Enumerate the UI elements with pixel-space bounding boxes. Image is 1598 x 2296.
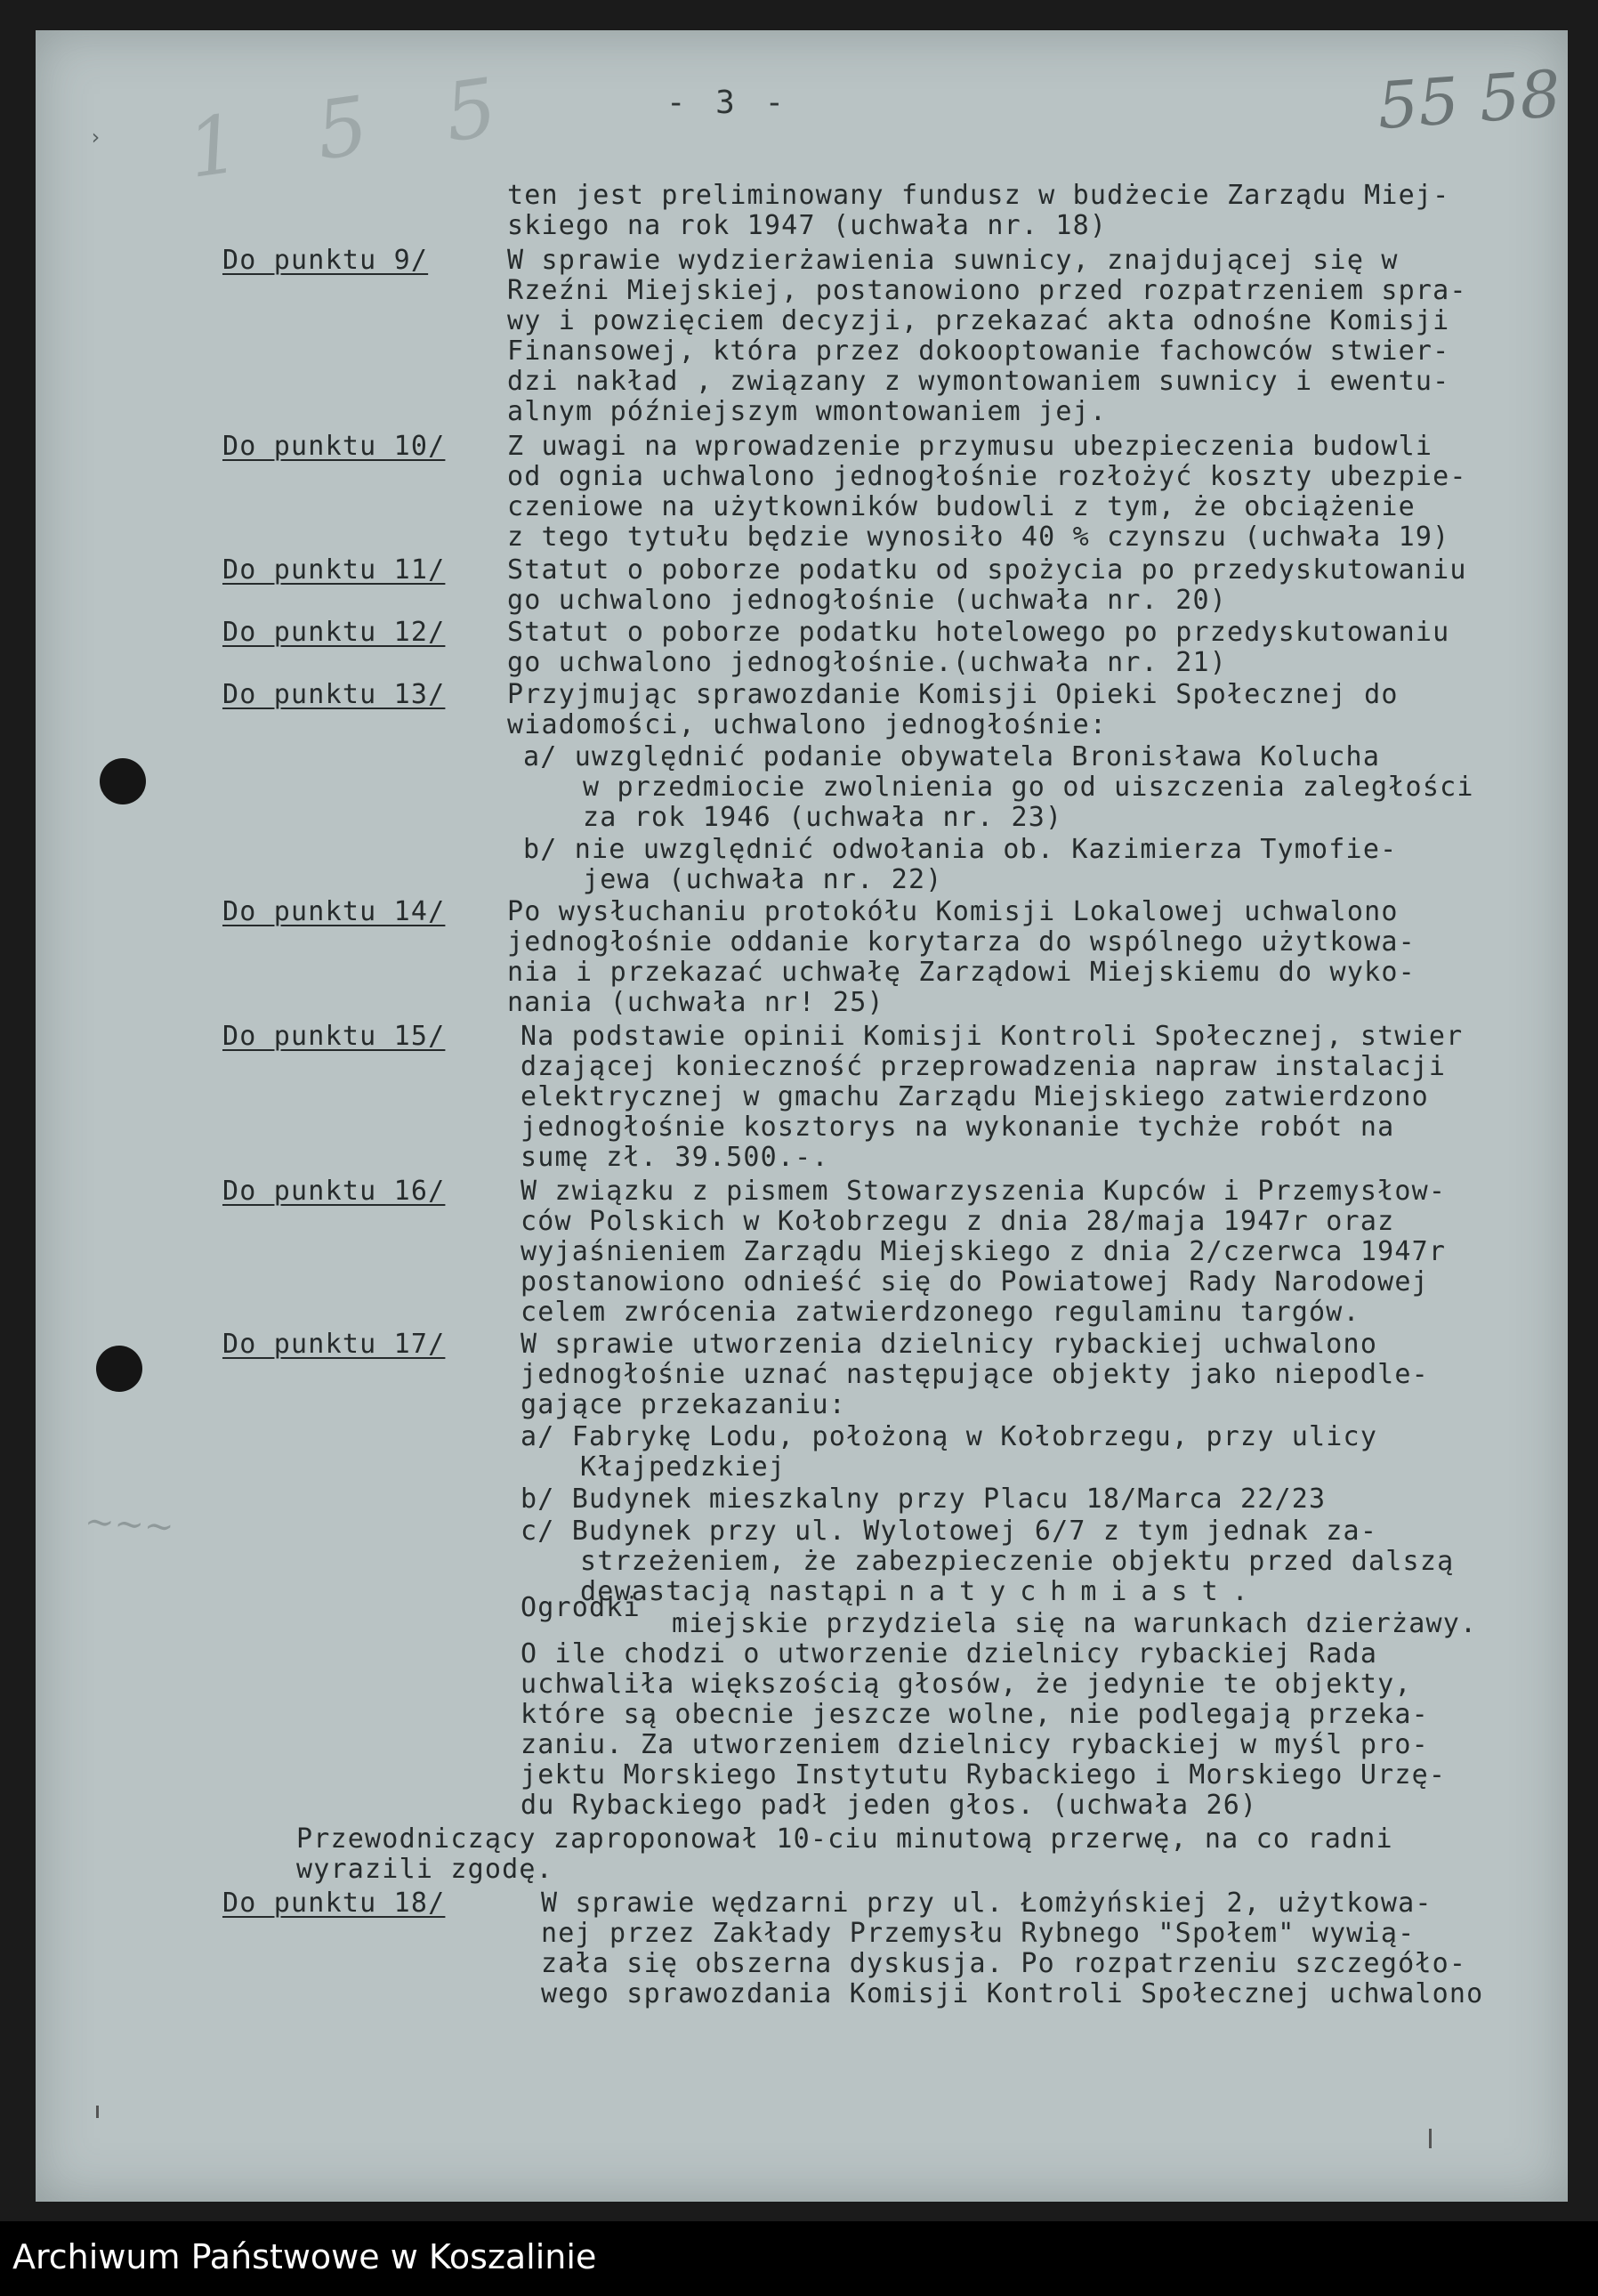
text-line: które są obecnie jeszcze wolne, nie podlegają przeka- [521, 1699, 1429, 1730]
text-line: dzi nakład , związany z wymontowaniem suwnicy i ewentu- [507, 366, 1450, 397]
text-line: W sprawie wędzarni przy ul. Łomżyńskiej 2, użytkowa- [541, 1888, 1433, 1919]
text-line: Przewodniczący zaproponował 10-ciu minutową przerwę, na co radni [296, 1823, 1393, 1855]
text-line: wyrazili zgodę. [296, 1854, 553, 1885]
folio-number: 55 58 [1375, 55, 1563, 144]
section-label: Do punktu 16/ [222, 1176, 446, 1207]
text-line: Przyjmując sprawozdanie Komisji Opieki Społecznej do [507, 679, 1399, 710]
text-line: b/ Budynek mieszkalny przy Placu 18/Marca 22/23 [521, 1484, 1327, 1515]
text-line: miejskie przydziela się na warunkach dzierżawy. [672, 1608, 1478, 1639]
text-line: jednogłośnie kosztorys na wykonanie tychże robót na [521, 1112, 1395, 1143]
archive-footer-bar [0, 2221, 1598, 2296]
text-line: celem zwrócenia zatwierdzonego regulaminu targów. [521, 1297, 1360, 1328]
text-line: a/ Fabrykę Lodu, położoną w Kołobrzegu, przy ulicy [521, 1421, 1378, 1452]
text-line: nia i przekazać uchwałę Zarządowi Miejskiemu do wyko- [507, 957, 1416, 988]
section-label: Do punktu 15/ [222, 1021, 446, 1052]
text-line: wyjaśnieniem Zarządu Miejskiego z dnia 2/czerwca 1947r [521, 1236, 1447, 1267]
text-line: W sprawie wydzierżawienia suwnicy, znajdującej się w [507, 245, 1399, 276]
text-line: W związku z pismem Stowarzyszenia Kupców i Przemysłow- [521, 1176, 1447, 1207]
text-line: Finansowej, która przez dokooptowanie fachowców stwier- [507, 336, 1450, 367]
text-line: w przedmiocie zwolnienia go od uiszczenia zaległości [583, 772, 1474, 803]
text-line: c/ Budynek przy ul. Wylotowej 6/7 z tym jednak za- [521, 1516, 1378, 1547]
section-label: Do punktu 12/ [222, 617, 446, 648]
margin-arrow-mark: › [89, 125, 102, 150]
text-line: du Rybackiego padł jeden głos. (uchwała 26) [521, 1790, 1258, 1821]
section-label: Do punktu 13/ [222, 679, 446, 710]
section-label: Do punktu 9/ [222, 245, 429, 276]
text-line: nej przez Zakłady Przemysłu Rybnego "Społem" wywią- [541, 1918, 1416, 1949]
text-line: elektrycznej w gmachu Zarządu Miejskiego zatwierdzono [521, 1081, 1429, 1112]
text-line: od ognia uchwalono jednogłośnie rozłożyć koszty ubezpie- [507, 461, 1467, 492]
text-line: strzeżeniem, że zabezpieczenie objektu przed dalszą [580, 1546, 1455, 1577]
margin-scribble: ~~~ [83, 1500, 176, 1548]
text-line: dzającej konieczność przeprowadzenia napraw instalacji [521, 1051, 1447, 1082]
archive-name: Archiwum Państwowe w Koszalinie [12, 2237, 597, 2276]
page-number: - 3 - [666, 85, 790, 121]
text-line: wy i powzięciem decyzji, przekazać akta odnośne Komisji [507, 305, 1450, 336]
text-line: wego sprawozdania Komisji Kontroli Społecznej uchwalono [541, 1978, 1484, 2009]
text-line: natychmiast. [899, 1576, 1263, 1607]
text-line: go uchwalono jednogłośnie.(uchwała nr. 21) [507, 647, 1227, 678]
section-label: Do punktu 11/ [222, 554, 446, 586]
text-line: czeniowe na użytkowników budowli z tym, że obciążenie [507, 491, 1416, 522]
text-line: jednogłośnie oddanie korytarza do wspólnego użytkowa- [507, 926, 1416, 958]
text-line: Po wysłuchaniu protokółu Komisji Lokalowej uchwalono [507, 896, 1399, 927]
text-line: b/ nie uwzględnić odwołania ob. Kazimierza Tymofie- [523, 834, 1398, 865]
text-line: Rzeźni Miejskiej, postanowiono przed rozpatrzeniem spra- [507, 275, 1467, 306]
text-line: dewastacją nastąpi [580, 1576, 889, 1607]
text-line: uchwaliła większością głosów, że jedynie te objekty, [521, 1669, 1412, 1700]
text-line: ców Polskich w Kołobrzegu z dnia 28/maja 1947r oraz [521, 1206, 1395, 1237]
text-line: a/ uwzględnić podanie obywatela Bronisława Kolucha [523, 741, 1381, 772]
text-line: W sprawie utworzenia dzielnicy rybackiej uchwalono [521, 1329, 1378, 1360]
pencil-annotation: 1 5 5 [182, 57, 529, 197]
text-line: za rok 1946 (uchwała nr. 23) [583, 802, 1063, 833]
text-line: gające przekazaniu: [521, 1389, 846, 1420]
text-line: jednogłośnie uznać następujące objekty jako niepodle- [521, 1359, 1429, 1390]
text-line: z tego tytułu będzie wynosiło 40 % czynszu (uchwała 19) [507, 521, 1450, 553]
text-line: zaniu. Za utworzeniem dzielnicy rybackiej w myśl pro- [521, 1729, 1429, 1760]
text-line: sumę zł. 39.500.-. [521, 1142, 829, 1173]
text-line: jewa (uchwała nr. 22) [583, 864, 943, 895]
text-line: postanowiono odnieść się do Powiatowej Rady Narodowej [521, 1266, 1429, 1298]
text-line: Kłajpedzkiej [580, 1451, 787, 1483]
text-line: jektu Morskiego Instytutu Rybackiego i Morskiego Urzę- [521, 1759, 1447, 1791]
text-line: wiadomości, uchwalono jednogłośnie: [507, 709, 1108, 740]
text-line: zała się obszerna dyskusja. Po rozpatrzeniu szczegóło- [541, 1948, 1467, 1979]
text-line: Statut o poborze podatku hotelowego po przedyskutowaniu [507, 617, 1450, 648]
section-label: Do punktu 18/ [222, 1888, 446, 1919]
section-label: Do punktu 14/ [222, 896, 446, 927]
section-label: Do punktu 17/ [222, 1329, 446, 1360]
text-line: go uchwalono jednogłośnie (uchwała nr. 20) [507, 585, 1227, 616]
text-line: Na podstawie opinii Komisji Kontroli Społecznej, stwier [521, 1021, 1464, 1052]
text-line: Statut o poborze podatku od spożycia po przedyskutowaniu [507, 554, 1467, 586]
text-line: Z uwagi na wprowadzenie przymusu ubezpieczenia budowli [507, 431, 1433, 462]
text-line: ten jest preliminowany fundusz w budżecie Zarządu Miej- [507, 180, 1450, 211]
text-line: Ogrodki [521, 1592, 641, 1623]
section-label: Do punktu 10/ [222, 431, 446, 462]
text-line: O ile chodzi o utworzenie dzielnicy rybackiej Rada [521, 1638, 1378, 1669]
text-line: alnym późniejszym wmontowaniem jej. [507, 396, 1108, 427]
text-line: nania (uchwała nr! 25) [507, 987, 884, 1018]
text-line: skiego na rok 1947 (uchwała nr. 18) [507, 210, 1108, 241]
